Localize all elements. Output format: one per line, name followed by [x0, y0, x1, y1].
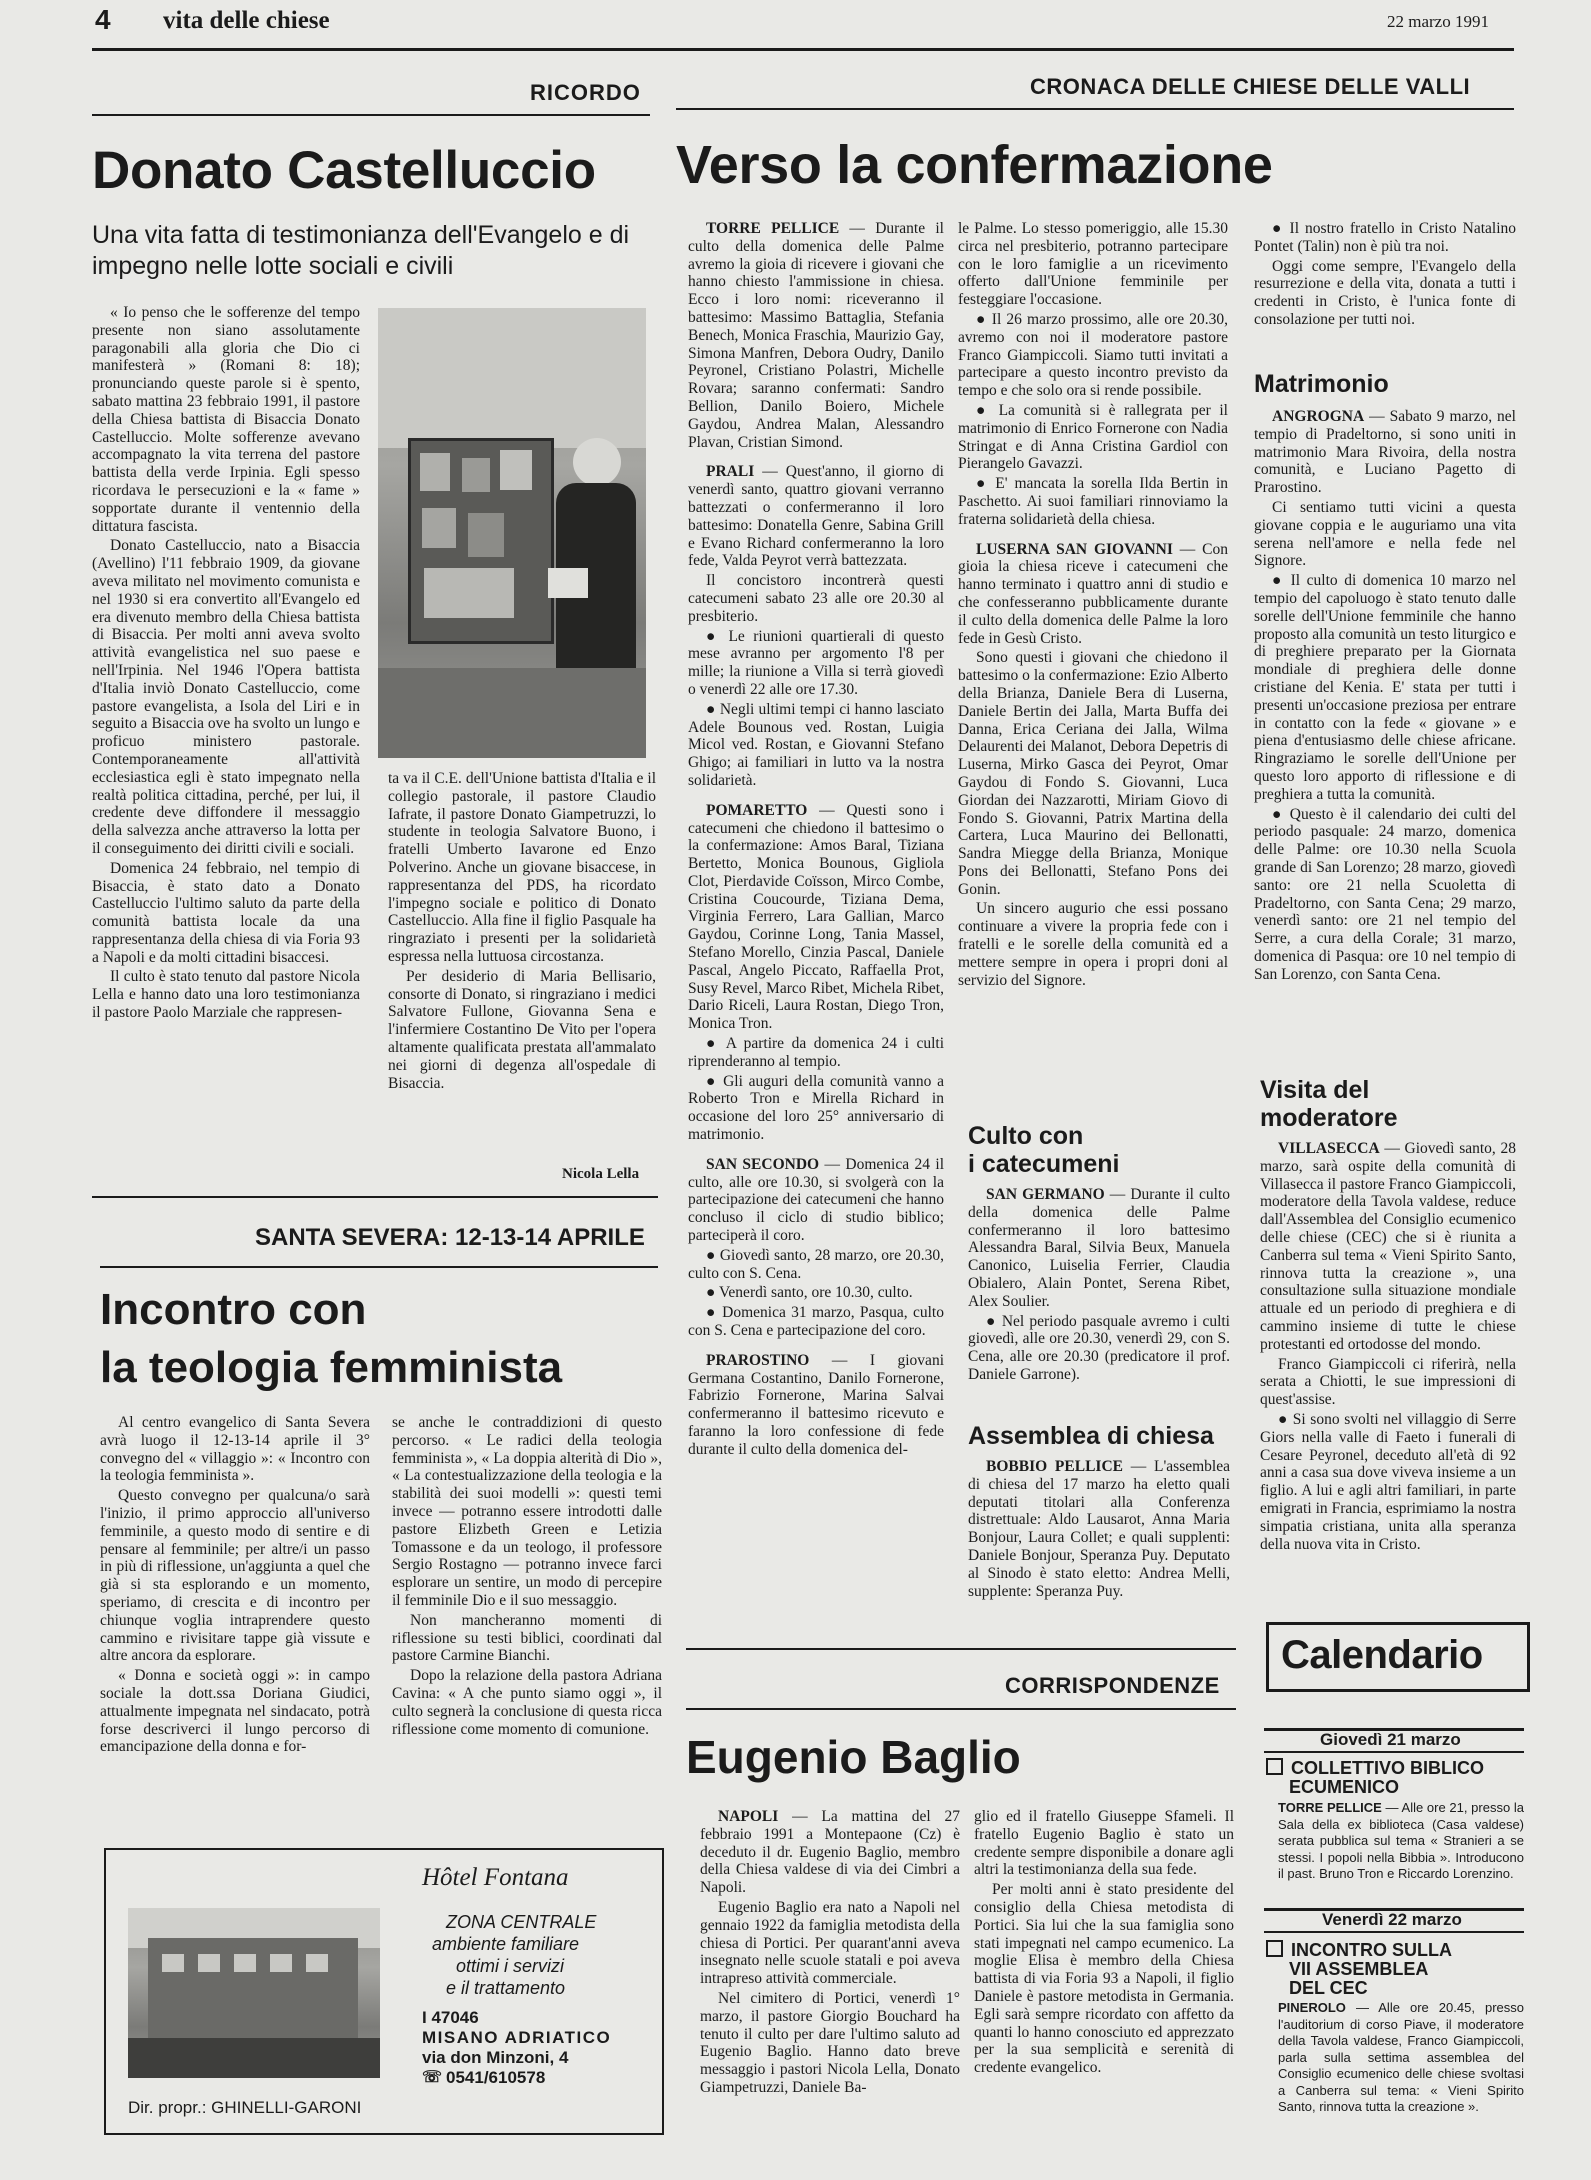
calendario-title: Calendario — [1281, 1633, 1483, 1677]
paragraph: ● Negli ultimi tempi ci hanno lasciato Adele Bounous ved. Rostan, Luigia Micol ved. Rostan, e Giovanni Stefano Ghigo; ai familiari in lutto va la nostra solidarietà. — [688, 700, 944, 789]
paragraph — [688, 802, 944, 1033]
paragraph-text: — Domenica 24 il culto, alle ore 10.30, si svolgerà con la partecipazione dei catecumeni che hanno concluso il ciclo di studio biblico; parteciperà il coro. — [688, 1155, 944, 1245]
place-name: PRAROSTINO — [706, 1351, 810, 1369]
baglio-col1 — [700, 1808, 960, 2164]
paragraph: ● Nel periodo pasquale avremo i culti giovedì, alle ore 20.30, venerdì 29, con S. Cena, alle ore 20.30 (predicatore il prof. Daniele Garrone). — [968, 1312, 1230, 1383]
hotel-owner: Dir. propr.: GHINELLI-GARONI — [128, 2098, 362, 2117]
assemblea-body — [968, 1458, 1230, 1630]
castelluccio-photo — [378, 308, 646, 758]
paragraph: Domenica 24 febbraio, nel tempio di Bisaccia, è stato dato a Donato Castelluccio l'ultimo saluto da parte della comunità battista locale da una rappresentanza della chiesa di via Foria 93 a Napoli e da molti cittadini bisaccesi. — [92, 859, 360, 966]
event-title-line: DEL CEC — [1289, 1978, 1368, 1998]
section-corrispondenze: CORRISPONDENZE — [1005, 1673, 1220, 1698]
paragraph: Nel cimitero di Portici, venerdì 1° marzo, il pastore Giorgio Bouchard ha tenuto il culto per dare l'ultimo saluto ad Eugenio Baglio. Hanno dato breve messaggio i pastori Nicola Lella, Donato Giampetruzzi, Daniele Ba- — [700, 1989, 960, 2096]
place-name: VILLASECCA — [1278, 1140, 1380, 1157]
divider — [686, 1708, 1236, 1710]
divider — [92, 1196, 658, 1198]
paragraph: ● Domenica 31 marzo, Pasqua, culto con S. Cena e partecipazione del coro. — [688, 1304, 944, 1340]
paragraph: se anche le contraddizioni di questo percorso. « Le radici della teologia femminista », « La doppia alterità di Dio », « La contestualizzazione della teologia e la stabilità dei suoi modelli »: questi temi invece — potranno essere introdotti dalle pastore Elizbeth Green e Letizia Tomassone e da un teologo, il professore Sergio Rostagno — potranno invece farci esplorare un sentire, un modo di percepire il femminile Dio e il suo messaggio. — [392, 1414, 662, 1609]
paragraph: Il concistoro incontrerà questi catecumeni sabato 23 alle ore 20.30 al presbiterio. — [688, 572, 944, 625]
teologia-title-line2: la teologia femminista — [100, 1343, 563, 1392]
teologia-kicker: SANTA SEVERA: 12-13-14 APRILE — [255, 1224, 645, 1251]
place-name: TORRE PELLICE — [706, 220, 840, 237]
paragraph: ta va il C.E. dell'Unione battista d'Italia e il collegio pastorale, il pastore Claudio Iafrate, il pastore Donato Giampetruzzi, lo studente in teologia Salvatore Buono, i fratelli Umberto Iavarone ed Enzo Polverino. Anche un giovane bisaccese, in rappresentanza del PDS, ha ricordato l'impegno sociale e politico di Donato Castelluccio. Alla fine il figlio Pasquale ha ringraziato i presenti per la solidarietà espressa nella luttuosa circostanza. — [388, 770, 656, 965]
hotel-street: via don Minzoni, 4 — [422, 2048, 569, 2067]
paragraph: « Donna e società oggi »: in campo sociale la dott.ssa Doriana Giudici, attualmente impegnata nel sindacato, potrà forse descriverci il lungo percorso di emancipazione della donna e for- — [100, 1667, 370, 1756]
place-name: TORRE PELLICE — [1278, 1800, 1382, 1815]
paragraph — [958, 541, 1228, 648]
assemblea-title: Assemblea di chiesa — [968, 1422, 1214, 1450]
paragraph: Per desiderio di Maria Bellisario, consorte di Donato, si ringraziano i medici Salvatore Fullone, Giovanna Sena e l'infermiere Costantino De Vito per l'opera altamente qualificata prestata all'ammalato nei giorni di degenza all'ospedale di Bisaccia. — [388, 967, 656, 1092]
paragraph — [688, 220, 944, 451]
calendario-title-box — [1266, 1622, 1530, 1692]
paragraph-text: — Sabato 9 marzo, nel tempio di Pradeltorno, si sono uniti in matrimonio Mara Rivoira, della nostra comunità, e Luciano Pagetto di Prarostino. — [1254, 408, 1516, 497]
hotel-photo — [128, 1908, 380, 2078]
divider — [1264, 1751, 1524, 1753]
place-name: PRALI — [706, 463, 755, 481]
journal-name: vita delle chiese — [163, 7, 330, 34]
checkbox-icon — [1266, 1758, 1283, 1775]
paragraph: Sono questi i giovani che chiedono il battesimo o la confermazione: Ezio Alberto della Brianza, Daniele Bera di Luserna, Daniele Bertin dei Jalla, Marta Buffa dei Danna, Erica Ceriana dei Jalla, Wilma Delaurenti dei Malanot, Debora Depetris di Luserna, Mirko Gasca dei Peyrot, Omar Gaydou di Fondo S. Giovanni, Luca Giordan dei Nazzarotti, Miriam Giovo di Fondo S. Giovanni, Patrix Martina della Cartera, Luca Maurino dei Bellonatti, Sandra Miegge della Brianza, Monique Pons dei Bellonatti, Stefano Pons dei Gonin. — [958, 649, 1228, 898]
matrimonio-title: Matrimonio — [1254, 370, 1389, 398]
place-name: PINEROLO — [1278, 2000, 1346, 2015]
castelluccio-signature: Nicola Lella — [562, 1166, 640, 1182]
castelluccio-col2 — [388, 770, 656, 1160]
paragraph: Questo convegno per qualcuna/o sarà l'inizio, il primo approccio all'universo femminile, a questo modo di sentire e di pensare al femminile; per altre/i un passo in più di riflessione, un'aggiunta a quel che già si sta esplorando e un momento, speriamo, di crescita e di incontro per chiunque voglia intraprendere questo cammino e rivisitare tappe già vissute e altre ancora da esplorare. — [100, 1487, 370, 1665]
paragraph-text: — I giovani Germana Costantino, Danilo Fornerone, Fabrizio Fornerone, Marina Salvai confermeranno il battesimo ricevuto e faranno la loro confessione di fede durante il culto della domenica del- — [688, 1351, 944, 1458]
event-title-line: VII ASSEMBLEA — [1289, 1959, 1429, 1979]
paragraph: ● Le riunioni quartierali di questo mese avranno per argomento l'8 per mille; la riunione a Villa si terrà giovedì o venerdì 22 alle ore 17.30. — [688, 627, 944, 698]
paragraph: le Palme. Lo stesso pomeriggio, alle 15.30 circa nel presbiterio, potranno partecipare con le loro famiglie a un ricevimento offerto dall'Unione femminile per festeggiare l'occasione. — [958, 220, 1228, 309]
divider — [1264, 1931, 1524, 1933]
teologia-title-line1: Incontro con — [100, 1285, 367, 1334]
paragraph: ● Questo è il calendario dei culti del periodo pasquale: 24 marzo, domenica delle Palme: ore 10.30 nella Scuola grande di San Lorenzo; 28 marzo, giovedì santo: ore 21 nella Scuoletta di Pradeltorno, con Santa Cena; 29 marzo, venerdì santo: ore 21 nel tempio del Serre, a cura della Corale; 31 marzo, domenica di Pasqua: ore 10 nel tempio di San Lorenzo, con Santa Cena. — [1254, 805, 1516, 983]
paragraph-text: — Con gioia la chiesa riceve i catecumeni che hanno terminato i quattro anni di studio e che confesseranno pubblicamente durante il culto della domenica delle Palme la loro fede in Gesù Cristo. — [958, 540, 1228, 647]
paragraph — [1260, 1140, 1516, 1354]
paragraph — [1254, 408, 1516, 497]
event-date: Giovedì 21 marzo — [1320, 1730, 1461, 1749]
culto-title-line2: i catecumeni — [968, 1150, 1120, 1178]
paragraph: ● Il nostro fratello in Cristo Natalino Pontet (Talin) non è più tra noi. — [1254, 220, 1516, 255]
paragraph: ● Venerdì santo, ore 10.30, culto. — [706, 1284, 913, 1302]
place-name: SAN GERMANO — [986, 1186, 1105, 1203]
paragraph: Donato Castelluccio, nato a Bisaccia (Avellino) l'11 febbraio 1909, da giovane aveva militato nel movimento comunista e nel 1930 si era convertito all'Evangelo ed era divenuto membro della Chiesa battista di Bisaccia. Per molti anni aveva svolto attività evangelistica nel suo paese e nell'Irpinia. Nel 1946 l'Opera battista d'Italia inviò Donato Castelluccio, come pastore evangelista, a Isola del Liri e in seguito a Bisaccia ove ha svolto un lungo e proficuo ministero pastorale. Contemporaneamente all'attività ecclesiastica egli è stato impegnato nella realtà politica cittadina, perché, per lui, il credente deve diffondere il messaggio della salvezza anche attraverso la lotta per il conseguimento dei diritti civili e sociali. — [92, 537, 360, 857]
baglio-col2 — [974, 1808, 1234, 2164]
confermazione-title: Verso la confermazione — [676, 135, 1273, 195]
hotel-line: e il trattamento — [446, 1978, 566, 1998]
event-text — [1278, 2000, 1524, 2116]
place-name: LUSERNA SAN GIOVANNI — [976, 540, 1173, 558]
event-text-body: — Alle ore 21, presso la Sala della ex biblioteca (Casa valdese) serata pubblica sul tema « Stranieri a se stessi. I popoli nella Bibbia ». Introducono il past. Bruno Tron e Riccardo Lorenzino. — [1278, 1800, 1524, 1881]
paragraph: Franco Giampiccoli ci riferirà, nella serata a Chiotti, le sue impressioni di quest'assise. — [1260, 1355, 1516, 1409]
visita-body — [1260, 1140, 1516, 1610]
place-name: POMARETTO — [706, 801, 808, 819]
hotel-city: MISANO ADRIATICO — [422, 2028, 612, 2047]
paragraph: ● Giovedì santo, 28 marzo, ore 20.30, culto con S. Cena. — [688, 1246, 944, 1282]
paragraph-text: — Quest'anno, il giorno di venerdì santo, quattro giovani verranno battezzati o confermeranno il loro battesimo: Donatella Genre, Sabina Grill e Evano Richard confermeranno la loro fede, Valda Peyrot verrà battezzata. — [688, 463, 944, 570]
paragraph-text: — Giovedì santo, 28 marzo, sarà ospite della comunità di Villasecca il pastore Franco Giampiccoli, moderatore della Tavola valdese, reduce dall'Assemblea del Consiglio ecumenico delle chiese (CEC) che si è riunita a Canberra sul tema « Vieni Spirito Santo, rinnova tutta la creazione », una consultazione sulla situazione mondiale attuale ed un periodo di preghiera e di cammino insieme di tutte le chiese protestanti ed ortodosse del mondo. — [1260, 1140, 1516, 1353]
culto-body — [968, 1186, 1230, 1414]
hotel-line: ambiente familiare — [432, 1934, 580, 1954]
confermazione-col2 — [958, 220, 1228, 1120]
paragraph: Dopo la relazione della pastora Adriana Cavina: « A che punto siamo oggi », il culto segnerà la conclusione di questa ricca riflessione come momento di comunione. — [392, 1667, 662, 1738]
event-text — [1278, 1800, 1524, 1883]
visita-title-line2: moderatore — [1260, 1104, 1398, 1132]
paragraph: ● La comunità si è rallegrata per il matrimonio di Enrico Fornerone con Nadia Stringat e di Anna Cristina Gardiol con Pierangelo Gavazzi. — [958, 401, 1228, 473]
place-name: ANGROGNA — [1272, 408, 1365, 425]
place-name: SAN SECONDO — [706, 1155, 820, 1173]
event-text-body: — Alle ore 20.45, presso l'auditorium di corso Piave, il moderatore della Tavola valdese, Franco Giampiccoli, parla sulla settima assemblea del Consiglio ecumenico delle chiese svoltasi a Canberra sul tema: « Vieni Spirito Santo, rinnova tutta la creazione ». — [1278, 2000, 1524, 2114]
paragraph — [968, 1458, 1230, 1600]
hotel-name: Hôtel Fontana — [422, 1864, 569, 1891]
paragraph: ● E' mancata la sorella Ilda Bertin in Paschetto. Ai suoi familiari rinnoviamo la fraterna solidarietà della chiesa. — [958, 475, 1228, 528]
paragraph: Il culto è stato tenuto dal pastore Nicola Lella e hanno dato una loro testimonianza il pastore Paolo Marziale che rappresen- — [92, 968, 360, 1022]
teologia-col2 — [392, 1414, 662, 1834]
header-rule — [92, 48, 1514, 51]
paragraph — [688, 463, 944, 570]
event-title-line: COLLETTIVO BIBLICO — [1291, 1758, 1484, 1778]
section-cronaca: CRONACA DELLE CHIESE DELLE VALLI — [1030, 74, 1471, 99]
paragraph: ● Si sono svolti nel villaggio di Serre Giors nella valle di Faeto i funerali di Cesare Peyronel, deceduto all'età di 92 anni a casa sua dove viveva insieme a un figlio. A lui e agli altri familiari, in parte emigrati in Francia, esprimiamo la nostra simpatia cristiana, unita alla speranza della nuova vita in Cristo. — [1260, 1410, 1516, 1553]
paragraph: glio ed il fratello Giuseppe Sfameli. Il fratello Eugenio Baglio è stato un credente sempre disponibile a donare agli altri la testimonianza della sua fede. — [974, 1808, 1234, 1879]
matrimonio-body — [1254, 408, 1516, 1068]
place-name: BOBBIO PELLICE — [986, 1458, 1123, 1475]
paragraph — [968, 1186, 1230, 1311]
place-name: NAPOLI — [718, 1808, 779, 1825]
paragraph-text: — La mattina del 27 febbraio 1991 a Montepaone (Cz) è deceduto il dr. Eugenio Baglio, membro della Chiesa valdese di via dei Cimbri a Napoli. — [700, 1808, 960, 1897]
divider — [100, 1266, 658, 1268]
castelluccio-col1 — [92, 304, 360, 1194]
visita-title-line1: Visita del — [1260, 1076, 1370, 1104]
paragraph — [688, 1352, 944, 1459]
event-title-line: INCONTRO SULLA — [1291, 1940, 1452, 1960]
culto-title-line1: Culto con — [968, 1122, 1084, 1150]
phone-icon: ☏ — [422, 2069, 443, 2086]
paragraph: Oggi come sempre, l'Evangelo della resurrezione e della vita, donata a tutti i credenti in Cristo, è l'unica fonte di consolazione per tutti noi. — [1254, 257, 1516, 328]
paragraph-text: — L'assemblea di chiesa del 17 marzo ha eletto quali deputati titolari alla Conferenza distrettuale: Aldo Lausarot, Anna Maria Bonjour, Laura Collet; e quali supplenti: Daniele Bonjour, Speranza Puy. Deputato al Sinodo è stato eletto: Andrea Melli, supplente: Speranza Puy. — [968, 1458, 1230, 1600]
paragraph — [688, 1156, 944, 1245]
confermazione-col3 — [1254, 220, 1516, 360]
confermazione-col1 — [688, 220, 944, 1626]
paragraph: Al centro evangelico di Santa Severa avrà luogo il 12-13-14 aprile il 3° convegno del « villaggio »: « Incontro con la teologia femminista ». — [100, 1414, 370, 1485]
baglio-title: Eugenio Baglio — [686, 1731, 1021, 1783]
page-number: 4 — [95, 4, 111, 35]
paragraph: Per molti anni è stato presidente del consiglio della Chiesa metodista di Portici. Sia lui che la sua famiglia sono stati impegnati nel campo ecumenico. La moglie Elisa è membro della Chiesa battista di via Foria 93 a Napoli, il figlio Daniele è pastore metodista in Germania. Egli sarà sempre ricordato con affetto da quanti lo hanno conosciuto ed apprezzato per la sua semplicità e serenità di credente evangelico. — [974, 1881, 1234, 2077]
paragraph: ● Il culto di domenica 10 marzo nel tempio del capoluogo è stato tenuto dalle sorelle dell'Unione femminile che hanno proposto alla comunità un testo liturgico e di preghiere preparato per la Giornata mondiale di preghiera delle donne cristiane del Kenia. E' stata per tutti i presenti un'occasione preziosa per entrare in contatto con la fede « giovane » e piena d'entusiasmo delle chiese africane. Ringraziamo le sorelle dell'Unione per questo loro apporto di riflessione e di preghiera a tutta la comunità. — [1254, 572, 1516, 803]
issue-date: 22 marzo 1991 — [1387, 12, 1489, 31]
divider — [686, 1648, 1236, 1650]
paragraph: ● Gli auguri della comunità vanno a Roberto Tron e Mirella Richard in occasione del loro 25° anniversario di matrimonio. — [688, 1072, 944, 1144]
event-title-line: ECUMENICO — [1289, 1777, 1400, 1797]
teologia-col1 — [100, 1414, 370, 1834]
castelluccio-subtitle: Una vita fatta di testimonianza dell'Evangelo e di impegno nelle lotte sociali e civili — [92, 221, 630, 280]
hotel-ad — [104, 1848, 664, 2135]
event-date: Venerdì 22 marzo — [1322, 1910, 1462, 1929]
paragraph-text: — Durante il culto della domenica delle Palme confermeranno il loro battesimo Alessandra Baral, Silvia Beux, Manuela Canonico, Luiselia Ferrier, Claudia Obialero, Alain Pontet, Serena Ribet, Alex Soulier. — [968, 1186, 1230, 1310]
event-title — [1266, 1758, 1484, 1797]
hotel-line: ZONA CENTRALE — [446, 1912, 597, 1932]
paragraph: Ci sentiamo tutti vicini a questa giovane coppia e le auguriamo una vita serena nell'amore e nella fede nel Signore. — [1254, 498, 1516, 570]
paragraph: ● Il 26 marzo prossimo, alle ore 20.30, avremo con noi il moderatore pastore Franco Giampiccoli. Siamo tutti invitati a partecipare a questo incontro previsto da tempo e che solo ora si rende possibile. — [958, 310, 1228, 400]
section-ricordo: RICORDO — [530, 80, 641, 105]
castelluccio-title: Donato Castelluccio — [92, 141, 596, 200]
paragraph: « Io penso che le sofferenze del tempo presente non siano assolutamente paragonabili alla gloria che Dio ci manifesterà » (Romani 8: 18); pronunciando queste parole si è spento, sabato mattina 23 febbraio 1991, il pastore della Chiesa battista di Bisaccia Donato Castelluccio. Molte sofferenze avevano accompagnato la vita terrena del pastore battista della verde Irpinia. Egli spesso ricordava le persecuzioni e la « fame » sopportate durante il ventennio della dittatura fascista. — [92, 304, 360, 535]
paragraph-text: — Durante il culto della domenica delle Palme avremo la gioia di ricevere i giovani che hanno chiesto l'ammissione in chiesa. Ecco i loro nomi: riceveranno il battesimo: Massimo Battaglia, Stefania Benech, Monica Fraschia, Maurizio Gay, Simona Manfren, Debora Oudry, Danilo Peyronel, Cristiano Polastri, Michelle Rovara; saranno confermati: Sandro Bellion, Danilo Boiero, Michele Gaydou, Andrea Malan, Alessandro Plavan, Cristian Simond. — [688, 220, 944, 451]
paragraph: ● A partire da domenica 24 i culti riprenderanno al tempio. — [688, 1035, 944, 1070]
paragraph — [700, 1808, 960, 1897]
paragraph: Un sincero augurio che essi possano continuare a vivere la propria fede con i fratelli e le sorelle della comunità ed a mettere sempre in opera i propri doni al servizio del Signore. — [958, 900, 1228, 989]
section-rule-right — [676, 108, 1514, 110]
hotel-line: ottimi i servizi — [456, 1956, 565, 1976]
hotel-phone: 0541/610578 — [446, 2068, 546, 2087]
paragraph: Eugenio Baglio era nato a Napoli nel gennaio 1922 da famiglia metodista della chiesa di Portici. Per quarant'anni aveva insegnato nelle scuole statali e poi aveva intrapreso attività commerciale. — [700, 1898, 960, 1988]
checkbox-icon — [1266, 1940, 1283, 1957]
paragraph-text: — Questi sono i catecumeni che chiedono il battesimo o la confermazione: Amos Baral, Tiziana Bertetto, Monica Bounous, Gigliola Clot, Pierdavide Coïsson, Mirco Combe, Cristina Coucourde, Tiziana Dema, Virginia Ferrero, Lara Gallian, Marco Gaydou, Corinne Long, Tania Massel, Stefano Morello, Cinzia Pascal, Daniele Pascal, Angelo Piccato, Raffaella Prot, Susy Revel, Marco Ribet, Michela Ribet, Dario Riceli, Laura Rostan, Diego Tron, Monica Tron. — [688, 801, 944, 1033]
paragraph: Non mancheranno momenti di riflessione su testi biblici, coordinati dal pastore Carmine Bianchi. — [392, 1611, 662, 1665]
hotel-cap: I 47046 — [422, 2008, 479, 2027]
event-title — [1266, 1940, 1452, 1998]
section-rule-left — [92, 114, 650, 116]
